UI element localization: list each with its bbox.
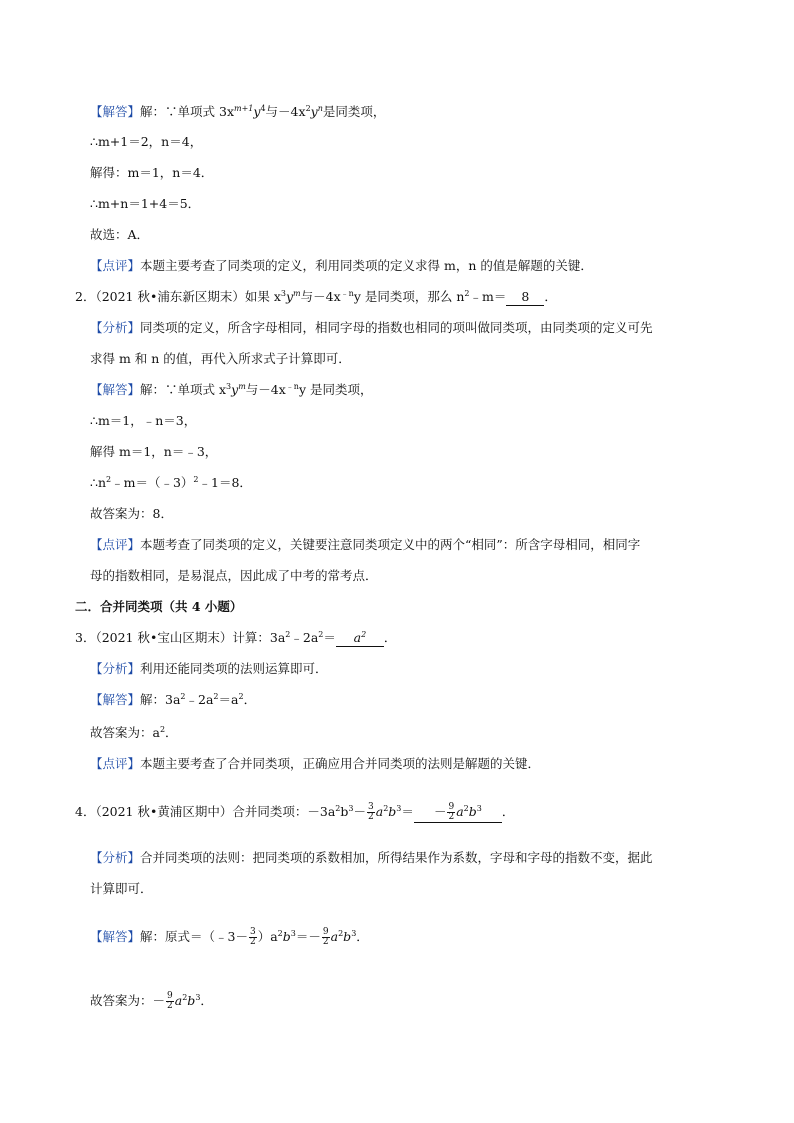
solution-tag: 【解答】 <box>90 382 141 397</box>
fraction: $\frac{9}{2}$ <box>322 927 329 947</box>
q2-answer-blank: 8 <box>506 289 544 306</box>
solution-tag: 【解答】 <box>90 929 141 944</box>
solution-tag: 【解答】 <box>90 692 141 707</box>
review-tag: 【点评】 <box>90 756 141 771</box>
fraction: $\frac{9}{2}$ <box>448 802 455 822</box>
q4-answer-line: 故答案为：－ $\frac{9}{2}$ $a^2b^3$． <box>90 991 213 1011</box>
q4-stem: 4．（2021 秋•黄浦区期中）合并同类项：$-3a^2b^3-$ $\frac{3}{2}$ $a^2b^3=$ － $\frac{9}{2}$ $a^2b^3$ ． <box>75 802 515 822</box>
analysis-tag: 【分析】 <box>90 661 141 676</box>
q2-analysis-line1: 【分析】同类项的定义，所含字母相同，相同字母的指数也相同的项叫做同类项，由同类项的定义可先 <box>90 320 653 335</box>
q4-solution: 【解答】解：原式＝（﹣3－ $\frac{3}{2}$ ）$a^2b^3=-$ $\frac{9}{2}$ $a^2b^3$． <box>90 927 369 947</box>
q1-solution-line2: ∴m+1＝2，n＝4， <box>90 134 203 149</box>
q2-solution-line1: 【解答】解：∵单项式 $x^3y^m$与$-4x^{﹣n}y$ 是同类项， <box>90 381 373 397</box>
q1-solution-line4: ∴m+n＝1+4＝5． <box>90 196 201 211</box>
q2-solution-line3: 解得 m＝1，n＝﹣3， <box>90 444 218 459</box>
q3-answer-line: 故答案为：$a^2$． <box>90 724 178 740</box>
q3-review: 【点评】本题主要考查了合并同类项，正确应用合并同类项的法则是解题的关键． <box>90 756 541 771</box>
review-tag: 【点评】 <box>90 258 141 273</box>
q2-review-line1: 【点评】本题考查了同类项的定义，关键要注意同类项定义中的两个“相同”：所含字母相同，相同字 <box>90 537 641 552</box>
q2-analysis-line2: 求得 m 和 n 的值，再代入所求式子计算即可． <box>90 351 351 366</box>
q1-solution-line3: 解得：m＝1，n＝4． <box>90 165 214 180</box>
q1-choice-line: 故选：A． <box>90 227 150 242</box>
fraction: $\frac{3}{2}$ <box>249 927 256 947</box>
q4-answer-blank: － $\frac{9}{2}$ $a^2b^3$ <box>414 803 502 823</box>
q2-review-line2: 母的指数相同，是易混点，因此成了中考的常考点． <box>90 568 378 583</box>
analysis-tag: 【分析】 <box>90 850 141 865</box>
q2-answer-line: 故答案为：8． <box>90 506 173 521</box>
review-tag: 【点评】 <box>90 537 141 552</box>
section-heading: 二．合并同类项（共 4 小题） <box>75 599 243 614</box>
solution-tag: 【解答】 <box>90 104 141 119</box>
analysis-tag: 【分析】 <box>90 320 141 335</box>
q2-stem: 2．（2021 秋•浦东新区期末）如果 $x^3y^m$与$-4x^{﹣n}y$ 是同类项，那么 $n^2﹣m= 8$ ． <box>75 288 557 304</box>
q1-review: 【点评】本题主要考查了同类项的定义，利用同类项的定义求得 m，n 的值是解题的关键． <box>90 258 593 273</box>
q1-solution-line1: 【解答】解：∵单项式 $3x^{m+1}y^4$与$-4x^2y^n$是同类项， <box>90 103 386 119</box>
q4-analysis-line2: 计算即可． <box>90 881 153 896</box>
q3-solution: 【解答】解：$3a^2﹣2a^2=a^2$． <box>90 691 257 707</box>
fraction: $\frac{3}{2}$ <box>368 802 374 822</box>
q3-stem: 3．（2021 秋•宝山区期末）计算：$3a^2﹣2a^2= a^2$ ． <box>75 629 397 645</box>
q3-analysis: 【分析】利用还能同类项的法则运算即可． <box>90 661 328 676</box>
q4-analysis-line1: 【分析】合并同类项的法则：把同类项的系数相加，所得结果作为系数，字母和字母的指数不变，据此 <box>90 850 653 865</box>
q3-answer-blank: $a^2$ <box>336 630 384 647</box>
q2-solution-line4: $\therefore n^2﹣m=(﹣3)^2﹣1=8$． <box>90 474 252 490</box>
q2-solution-line2: ∴m＝1，﹣n＝3， <box>90 413 197 428</box>
fraction: $\frac{9}{2}$ <box>167 991 173 1011</box>
